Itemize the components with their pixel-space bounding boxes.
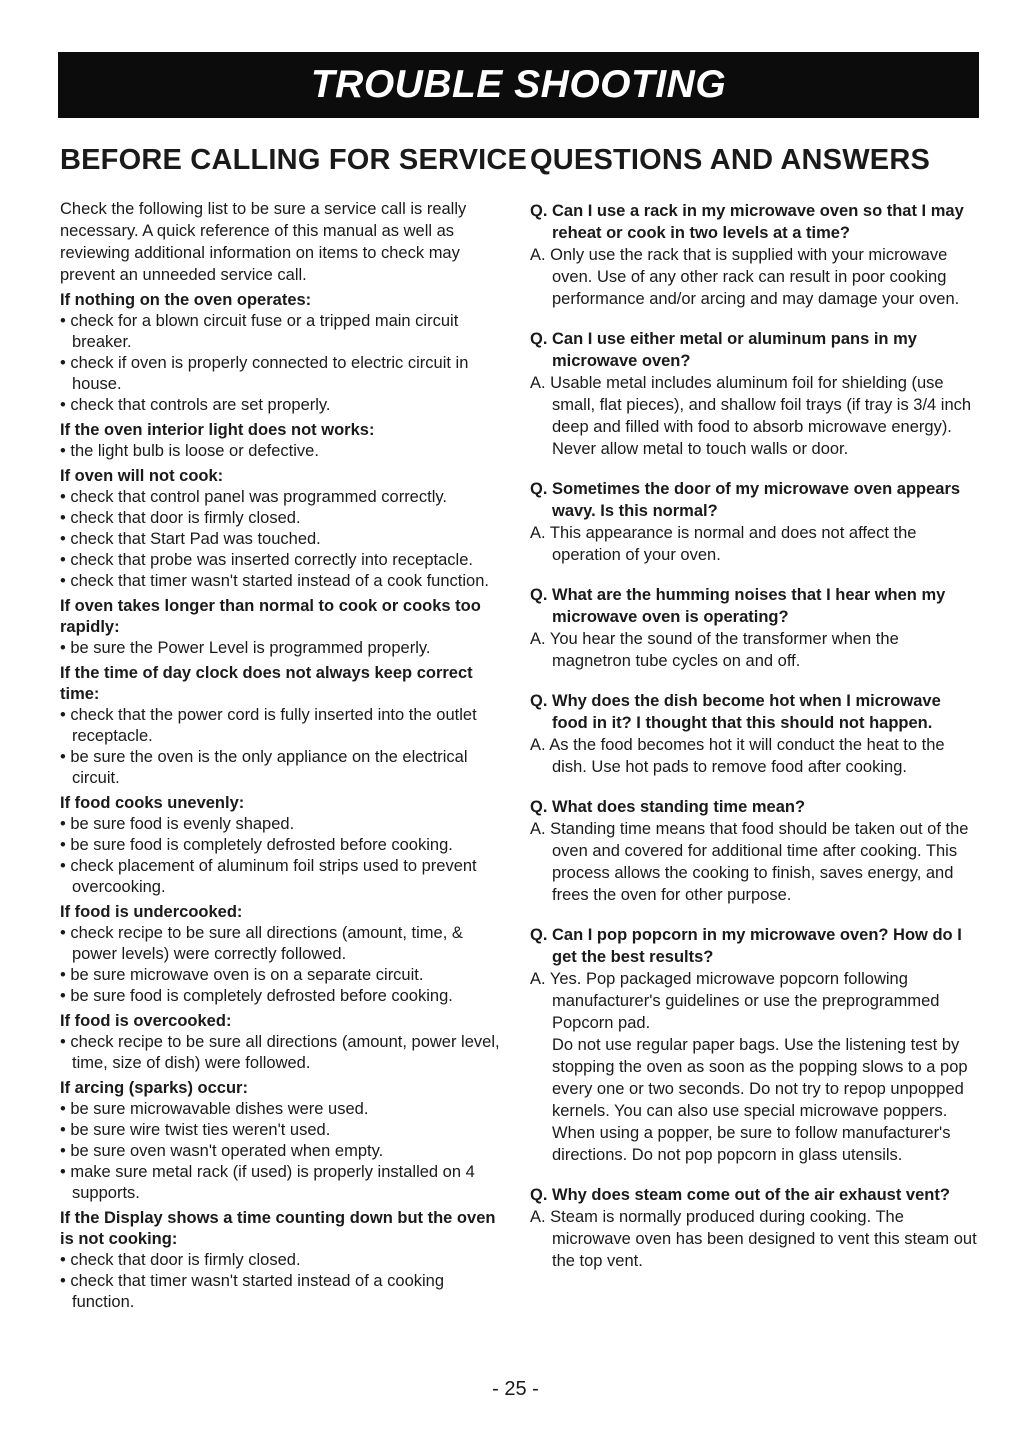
check-item: • check that probe was inserted correctly into receptacle. bbox=[60, 551, 473, 570]
check-item: • the light bulb is loose or defective. bbox=[60, 442, 319, 461]
check-list bbox=[60, 441, 508, 462]
check-item: • check recipe to be sure all directions (amount, time, & power levels) were correctly followed. bbox=[60, 924, 463, 964]
check-list bbox=[60, 638, 508, 659]
trouble-section bbox=[60, 290, 508, 416]
check-item: • be sure wire twist ties weren't used. bbox=[60, 1121, 331, 1140]
qa-item bbox=[530, 1184, 980, 1272]
trouble-section-title: If nothing on the oven operates: bbox=[60, 291, 312, 310]
page-number: - 25 - bbox=[492, 1378, 539, 1400]
answer-text: A. Steam is normally produced during cooking. The microwave oven has been designed to vent this steam out the top vent. bbox=[530, 1208, 977, 1271]
question-text: Q. What are the humming noises that I hear when my microwave oven is operating? bbox=[530, 586, 946, 627]
check-item: • check that door is firmly closed. bbox=[60, 1251, 301, 1270]
trouble-section-title: If the Display shows a time counting down but the oven is not cooking: bbox=[60, 1209, 496, 1249]
trouble-section bbox=[60, 793, 508, 898]
check-list bbox=[60, 311, 508, 416]
check-list bbox=[60, 705, 508, 789]
check-item: • be sure oven wasn't operated when empty. bbox=[60, 1142, 384, 1161]
check-item: • be sure food is completely defrosted before cooking. bbox=[60, 836, 453, 855]
check-item: • check for a blown circuit fuse or a tripped main circuit breaker. bbox=[60, 312, 459, 352]
check-item: • check placement of aluminum foil strips used to prevent overcooking. bbox=[60, 857, 477, 897]
answer-text: A. You hear the sound of the transformer when the magnetron tube cycles on and off. bbox=[530, 630, 899, 671]
check-item: • make sure metal rack (if used) is properly installed on 4 supports. bbox=[60, 1163, 475, 1203]
question-text: Q. Can I pop popcorn in my microwave oven? How do I get the best results? bbox=[530, 926, 962, 967]
check-item: • be sure food is completely defrosted before cooking. bbox=[60, 987, 453, 1006]
check-item: • check that Start Pad was touched. bbox=[60, 530, 321, 549]
trouble-section-title: If food is undercooked: bbox=[60, 903, 243, 922]
trouble-section-title: If arcing (sparks) occur: bbox=[60, 1079, 248, 1098]
intro-paragraph: Check the following list to be sure a service call is really necessary. A quick reference of this manual as well as reviewing additional information on items to check may prevent an unneeded service call. bbox=[60, 200, 467, 285]
answer-text: A. Usable metal includes aluminum foil for shielding (use small, flat pieces), and shallow foil trays (if tray is 3/4 inch deep and filled with food to absorb microwave energy). Never allow metal to touch walls or door. bbox=[530, 374, 972, 459]
qa-item bbox=[530, 478, 980, 566]
qa-item bbox=[530, 924, 980, 1166]
answer-text: A. Only use the rack that is supplied with your microwave oven. Use of any other rack can result in poor cooking performance and/or arcing and may damage your oven. bbox=[530, 246, 960, 309]
answer-text: A. Standing time means that food should be taken out of the oven and covered for additional time after cooking. This process allows the cooking to finish, saves energy, and frees the oven for other purpose. bbox=[530, 820, 969, 905]
qa-item bbox=[530, 200, 980, 310]
check-item: • check that door is firmly closed. bbox=[60, 509, 301, 528]
answer-text: A. This appearance is normal and does not affect the operation of your oven. bbox=[530, 524, 917, 565]
trouble-section bbox=[60, 1208, 508, 1313]
trouble-section bbox=[60, 1011, 508, 1074]
check-item: • check if oven is properly connected to electric circuit in house. bbox=[60, 354, 469, 394]
answer-text: A. Yes. Pop packaged microwave popcorn following manufacturer's guidelines or use the preprogrammed Popcorn pad. bbox=[530, 970, 940, 1033]
check-item: • check that timer wasn't started instead of a cooking function. bbox=[60, 1272, 445, 1312]
before-calling-column bbox=[60, 142, 528, 1313]
trouble-section bbox=[60, 420, 508, 462]
check-list bbox=[60, 814, 508, 898]
trouble-section bbox=[60, 1078, 508, 1204]
check-item: • check that timer wasn't started instead of a cook function. bbox=[60, 572, 489, 591]
section-heading-qa: QUESTIONS AND ANSWERS bbox=[530, 144, 931, 176]
check-item: • be sure the oven is the only appliance on the electrical circuit. bbox=[60, 748, 468, 788]
trouble-section bbox=[60, 902, 508, 1007]
trouble-section bbox=[60, 596, 508, 659]
answer-continuation: Do not use regular paper bags. Use the listening test by stopping the oven as soon as the popping slows to a pop every one or two seconds. Do not try to repop unpopped kernels. You can also use special microwave poppers. When using a popper, be sure to follow manufacturer's directions. Do not pop popcorn in glass utensils. bbox=[552, 1036, 968, 1165]
check-item: • be sure the Power Level is programmed properly. bbox=[60, 639, 431, 658]
qa-item bbox=[530, 796, 980, 906]
qa-list bbox=[530, 200, 980, 1272]
qa-item bbox=[530, 328, 980, 460]
check-item: • be sure microwavable dishes were used. bbox=[60, 1100, 369, 1119]
page-title: TROUBLE SHOOTING bbox=[310, 63, 727, 106]
question-text: Q. Can I use a rack in my microwave oven so that I may reheat or cook in two levels at a time? bbox=[530, 202, 964, 243]
section-heading-service: BEFORE CALLING FOR SERVICE bbox=[60, 144, 528, 176]
trouble-section-title: If food cooks unevenly: bbox=[60, 794, 245, 813]
trouble-section-title: If oven will not cook: bbox=[60, 467, 224, 486]
check-item: • check that controls are set properly. bbox=[60, 396, 331, 415]
trouble-section-title: If the oven interior light does not works: bbox=[60, 421, 375, 440]
check-item: • be sure microwave oven is on a separate circuit. bbox=[60, 966, 424, 985]
check-list bbox=[60, 1250, 508, 1313]
troubleshooting-list bbox=[60, 290, 508, 1313]
trouble-section-title: If food is overcooked: bbox=[60, 1012, 232, 1031]
question-text: Q. Can I use either metal or aluminum pans in my microwave oven? bbox=[530, 330, 917, 371]
check-item: • be sure food is evenly shaped. bbox=[60, 815, 295, 834]
trouble-section-title: If oven takes longer than normal to cook or cooks too rapidly: bbox=[60, 597, 481, 637]
check-list bbox=[60, 923, 508, 1007]
check-list bbox=[60, 1099, 508, 1204]
qa-item bbox=[530, 690, 980, 778]
questions-answers-column bbox=[530, 142, 980, 1290]
check-item: • check recipe to be sure all directions (amount, power level, time, size of dish) were followed. bbox=[60, 1033, 500, 1073]
check-item: • check that control panel was programmed correctly. bbox=[60, 488, 447, 507]
title-banner bbox=[58, 52, 979, 118]
question-text: Q. Why does steam come out of the air exhaust vent? bbox=[530, 1186, 950, 1205]
question-text: Q. Sometimes the door of my microwave oven appears wavy. Is this normal? bbox=[530, 480, 961, 521]
trouble-section bbox=[60, 466, 508, 592]
check-list bbox=[60, 487, 508, 592]
question-text: Q. Why does the dish become hot when I microwave food in it? I thought that this should not happen. bbox=[530, 692, 941, 733]
answer-text: A. As the food becomes hot it will conduct the heat to the dish. Use hot pads to remove food after cooking. bbox=[530, 736, 945, 777]
qa-item bbox=[530, 584, 980, 672]
check-list bbox=[60, 1032, 508, 1074]
trouble-section-title: If the time of day clock does not always keep correct time: bbox=[60, 664, 473, 704]
question-text: Q. What does standing time mean? bbox=[530, 798, 806, 817]
trouble-section bbox=[60, 663, 508, 789]
check-item: • check that the power cord is fully inserted into the outlet receptacle. bbox=[60, 706, 477, 746]
